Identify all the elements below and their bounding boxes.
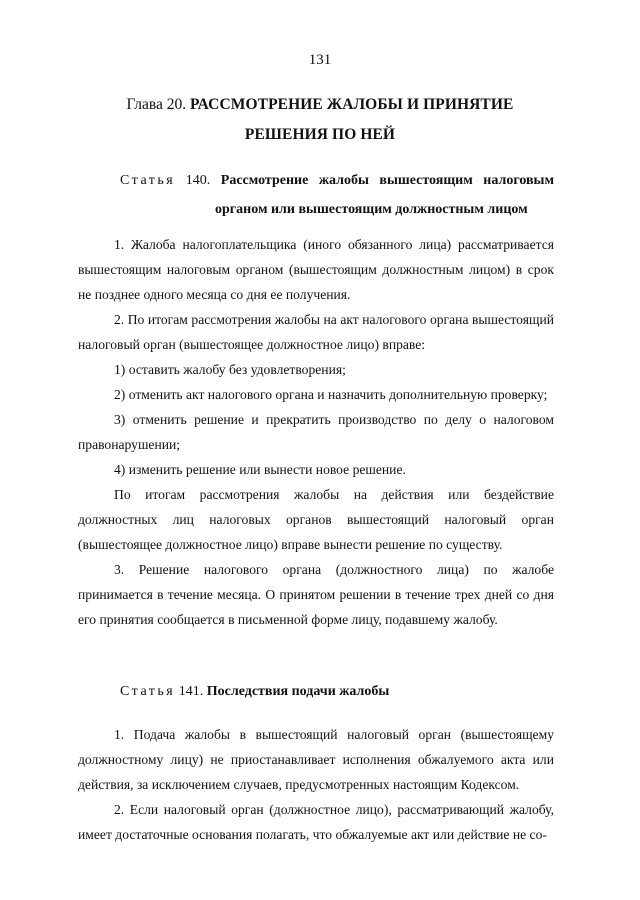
chapter-heading <box>120 90 520 150</box>
article-141-number: 141. <box>178 684 204 699</box>
paragraph: По итогам рассмотрения жалобы на действия или бездействие должностных лиц налоговых органов вышестоящий налоговый орган (вышестоящее должностное лицо) вправе вынести решение по существу. <box>78 487 554 552</box>
chapter-title-line2: РЕШЕНИЯ ПО НЕЙ <box>244 126 396 143</box>
article-140-number: 140. <box>185 173 211 188</box>
article-141-heading <box>78 680 554 704</box>
paragraph: 3. Решение налогового органа (должностного лица) по жалобе принимается в течение месяца. О принятом решении в течение трех дней со дня его принятия сообщается в письменной форме лицу, подавшему жалобу. <box>78 562 554 627</box>
article-141-title: Последствия подачи жалобы <box>206 684 390 699</box>
paragraph: 1. Жалоба налогоплательщика (иного обязанного лица) рассматривается вышестоящим налоговым органом (вышестоящим должностным лицом) в срок не позднее одного месяца со дня ее получения. <box>78 237 554 302</box>
article-141-body <box>78 722 554 847</box>
article-140-heading-line1 <box>78 166 554 195</box>
article-140-body <box>78 232 554 632</box>
paragraph: 1. Подача жалобы в вышестоящий налоговый орган (вышестоящему должностному лицу) не приостанавливает исполнения обжалуемого акта или действия, за исключением случаев, предусмотренных настоящим Кодексом. <box>78 727 554 792</box>
article-140-title-line2: органом или вышестоящим должностным лицом <box>215 202 528 217</box>
article-140-heading <box>78 166 554 224</box>
article-140-title-word: жалобы <box>318 173 369 188</box>
article-140-title-word: налоговым <box>483 173 555 188</box>
chapter-label: Глава 20. <box>126 96 187 113</box>
chapter-heading-line1 <box>120 90 520 120</box>
paragraph: 2. По итогам рассмотрения жалобы на акт налогового органа вышестоящий налоговый орган (вышестоящее должностное лицо) вправе: <box>78 312 554 352</box>
article-140-title-word: вышестоящим <box>379 173 473 188</box>
list-item: 3) отменить решение и прекратить производство по делу о налоговом правонарушении; <box>78 412 554 452</box>
article-140-title-word: Рассмотрение <box>220 173 309 188</box>
article-140-label: Статья <box>120 173 176 188</box>
article-141-label: Статья <box>120 684 176 699</box>
chapter-title-line1: РАССМОТРЕНИЕ ЖАЛОБЫ И ПРИНЯТИЕ <box>190 96 514 113</box>
list-item: 1) оставить жалобу без удовлетворения; <box>114 362 346 377</box>
page-number: 131 <box>308 52 332 68</box>
list-item: 4) изменить решение или вынести новое решение. <box>114 462 406 477</box>
paragraph: 2. Если налоговый орган (должностное лицо), рассматривающий жалобу, имеет достаточные основания полагать, что обжалуемые акт или действие не со- <box>78 802 554 842</box>
list-item: 2) отменить акт налогового органа и назначить дополнительную проверку; <box>114 387 548 402</box>
